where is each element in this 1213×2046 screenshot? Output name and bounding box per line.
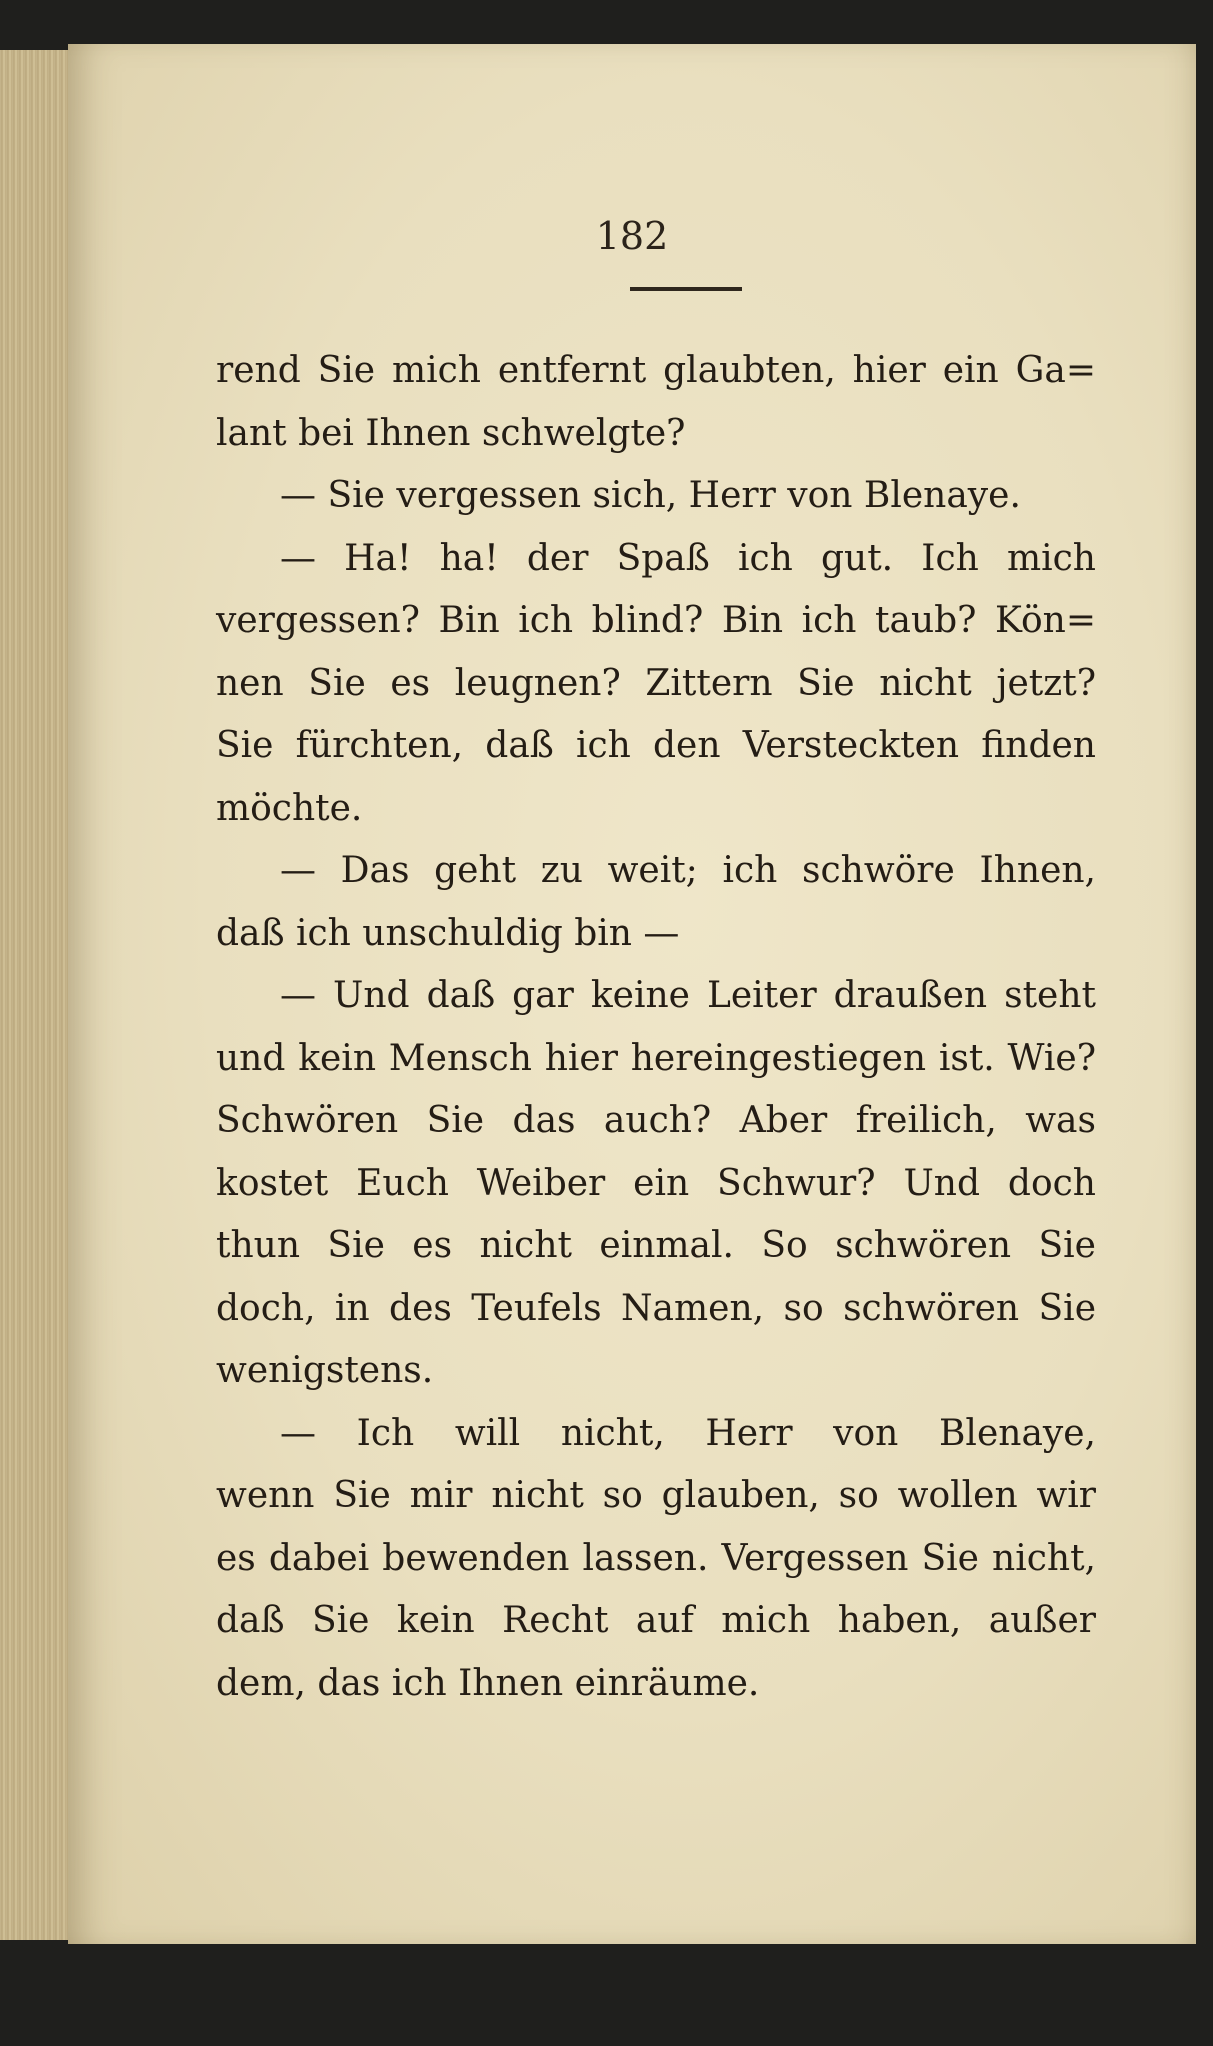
text-line: nen Sie es leugnen? Zittern Sie nicht jetzt?: [216, 662, 1096, 704]
text-line: Sie fürchten, daß ich den Versteckten finden: [216, 725, 1096, 766]
text-line: — Das geht zu weit; ich schwöre Ihnen,: [280, 850, 1096, 891]
text-line: thun Sie es nicht einmal. So schwören Sie: [216, 1225, 1096, 1266]
text-line: — Ha! ha! der Spaß ich gut. Ich mich: [280, 537, 1096, 579]
text-line: wenn Sie mir nicht so glauben, so wollen wir: [216, 1475, 1096, 1516]
text-line: daß ich unschuldig bin —: [216, 912, 680, 954]
text-line: — Sie vergessen sich, Herr von Blenaye.: [280, 475, 1021, 516]
text-line: — Und daß gar keine Leiter draußen steht: [280, 975, 1096, 1016]
header-rule: [630, 287, 742, 291]
page-text: [216, 340, 1096, 1715]
text-line: Schwören Sie das auch? Aber freilich, was: [216, 1100, 1096, 1141]
text-line: doch, in des Teufels Namen, so schwören Sie: [216, 1287, 1096, 1329]
text-line: es dabei bewenden lassen. Vergessen Sie nicht,: [216, 1537, 1096, 1579]
text-line: rend Sie mich entfernt glaubten, hier ein Ga=: [216, 350, 1096, 391]
book-page-edges: [0, 50, 72, 1940]
text-line: kostet Euch Weiber ein Schwur? Und doch: [216, 1162, 1096, 1204]
text-line: dem, das ich Ihnen einräume.: [216, 1662, 760, 1704]
text-line: wenigstens.: [216, 1350, 434, 1391]
text-line: und kein Mensch hier hereingestiegen ist. Wie?: [216, 1037, 1096, 1079]
page-number: 182: [595, 214, 669, 258]
text-line: — Ich will nicht, Herr von Blenaye,: [280, 1412, 1096, 1454]
text-line: möchte.: [216, 787, 363, 829]
text-line: lant bei Ihnen schwelgte?: [216, 412, 686, 454]
text-line: vergessen? Bin ich blind? Bin ich taub? Kön=: [216, 600, 1096, 641]
text-line: daß Sie kein Recht auf mich haben, außer: [216, 1600, 1096, 1641]
